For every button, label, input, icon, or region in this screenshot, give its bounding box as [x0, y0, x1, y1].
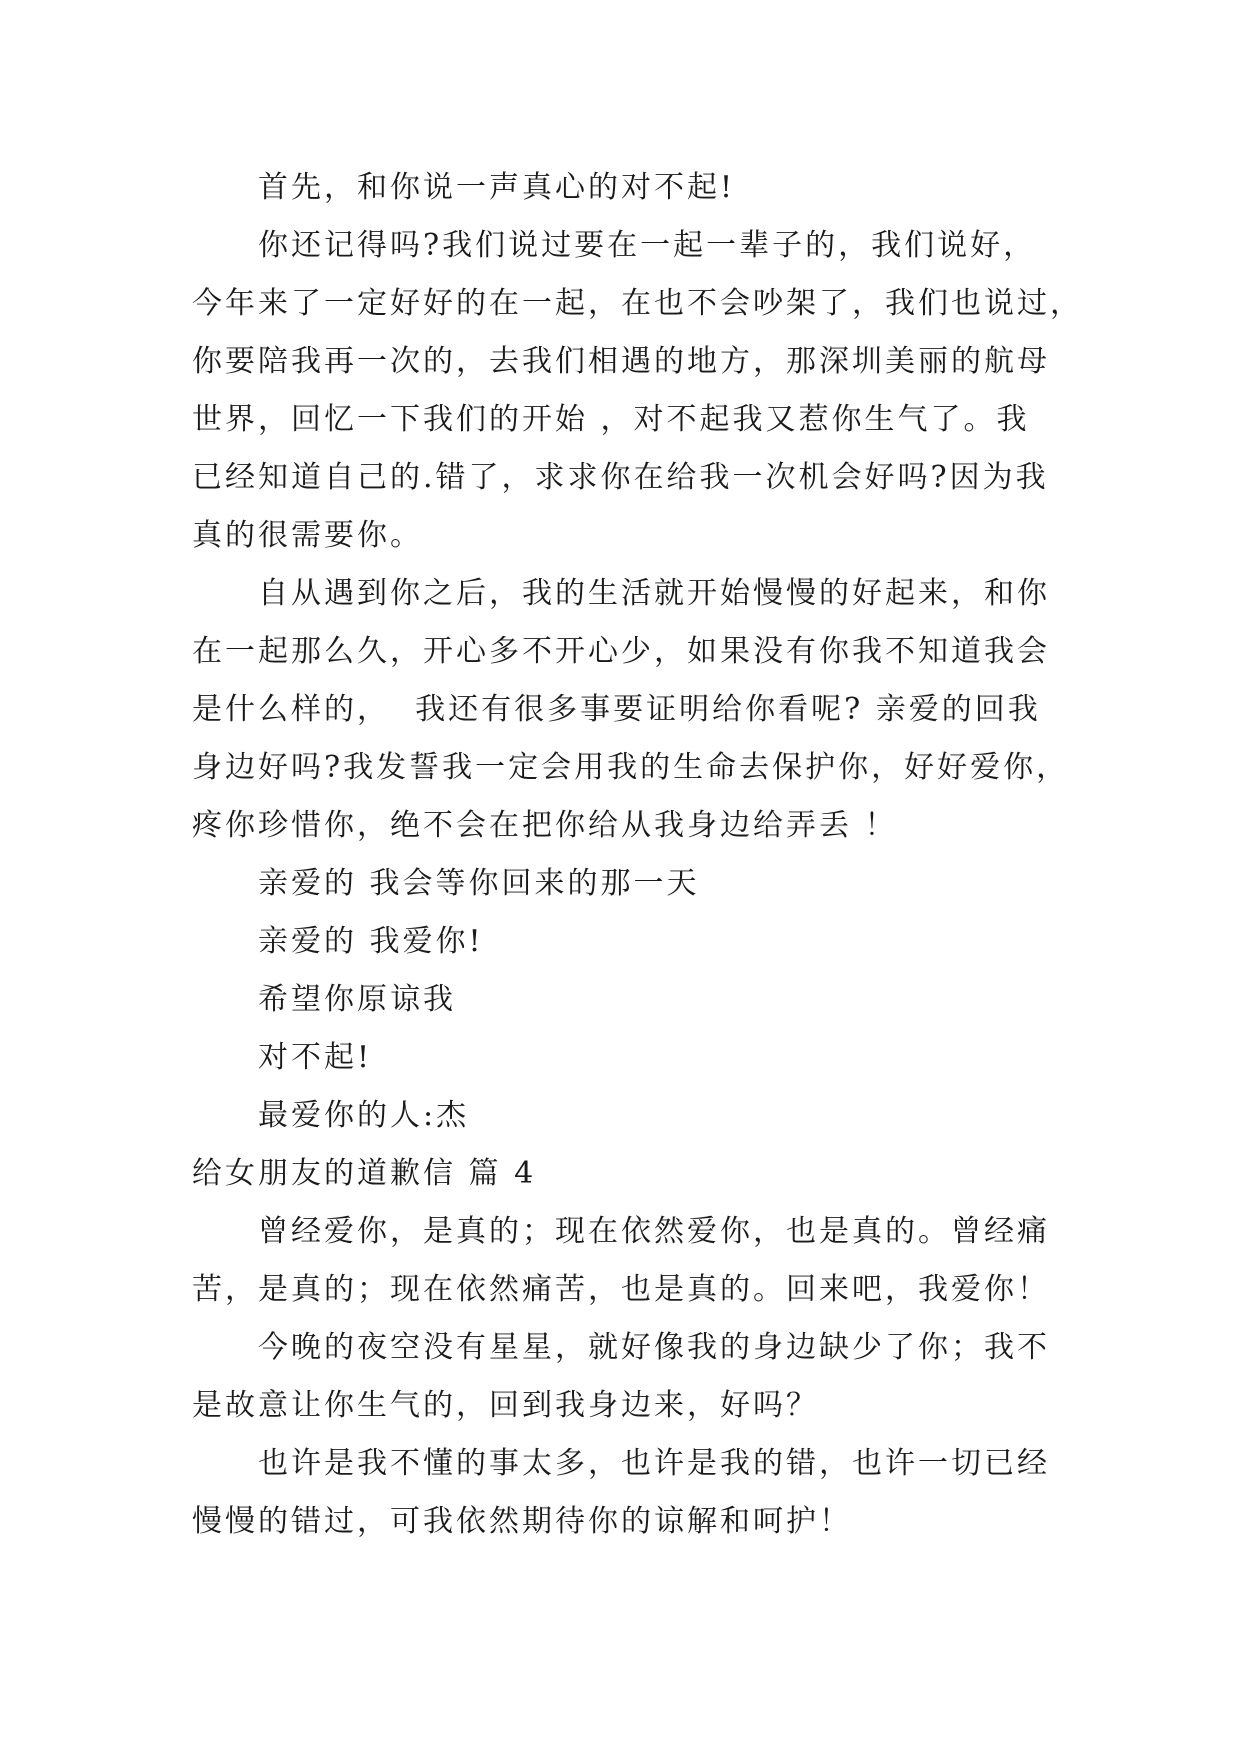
text-line: 慢慢的错过，可我依然期待你的谅解和呵护！	[192, 1504, 852, 1539]
text-line: 疼你珍惜你，绝不会在把你给从我身边给弄丢 ！	[192, 808, 898, 843]
text-line: 今年来了一定好好的在一起，在也不会吵架了，我们也说过，	[192, 286, 1083, 321]
text-line: 亲爱的 我会等你回来的那一天	[258, 866, 700, 901]
signature-line: 最爱你的人:杰	[258, 1098, 470, 1133]
text-line: 今晚的夜空没有星星，就好像我的身边缺少了你；我不	[258, 1330, 1050, 1365]
text-line: 希望你原谅我	[258, 982, 456, 1017]
text-line: 是故意让你生气的，回到我身边来，好吗？	[192, 1388, 819, 1423]
text-line: 已经知道自己的.错了，求求你在给我一次机会好吗?因为我	[192, 460, 1049, 495]
text-line: 自从遇到你之后，我的生活就开始慢慢的好起来，和你	[258, 576, 1050, 611]
text-line: 身边好吗?我发誓我一定会用我的生命去保护你，好好爱你，	[192, 750, 1070, 785]
text-line: 对不起!	[258, 1040, 373, 1075]
text-line: 首先，和你说一声真心的对不起!	[258, 170, 736, 205]
text-line: 亲爱的 我爱你!	[258, 924, 484, 959]
text-line: 是什么样的， 我还有很多事要证明给你看呢? 亲爱的回我	[192, 692, 1041, 727]
text-line: 在一起那么久，开心多不开心少，如果没有你我不知道我会	[192, 634, 1050, 669]
document-body	[192, 159, 1083, 1551]
text-line: 也许是我不懂的事太多，也许是我的错，也许一切已经	[258, 1446, 1050, 1481]
text-line: 曾经爱你，是真的；现在依然爱你，也是真的。曾经痛	[258, 1214, 1050, 1249]
text-line: 苦，是真的；现在依然痛苦，也是真的。回来吧，我爱你！	[192, 1272, 1050, 1307]
text-line: 世界，回忆一下我们的开始 ，对不起我又惹你生气了。我	[192, 402, 1030, 437]
text-line: 你还记得吗?我们说过要在一起一辈子的，我们说好，	[258, 228, 1037, 263]
text-line: 真的很需要你。	[192, 518, 423, 553]
section-heading: 给女朋友的道歉信 篇 4	[192, 1156, 537, 1191]
text-line: 你要陪我再一次的，去我们相遇的地方，那深圳美丽的航母	[192, 344, 1050, 379]
